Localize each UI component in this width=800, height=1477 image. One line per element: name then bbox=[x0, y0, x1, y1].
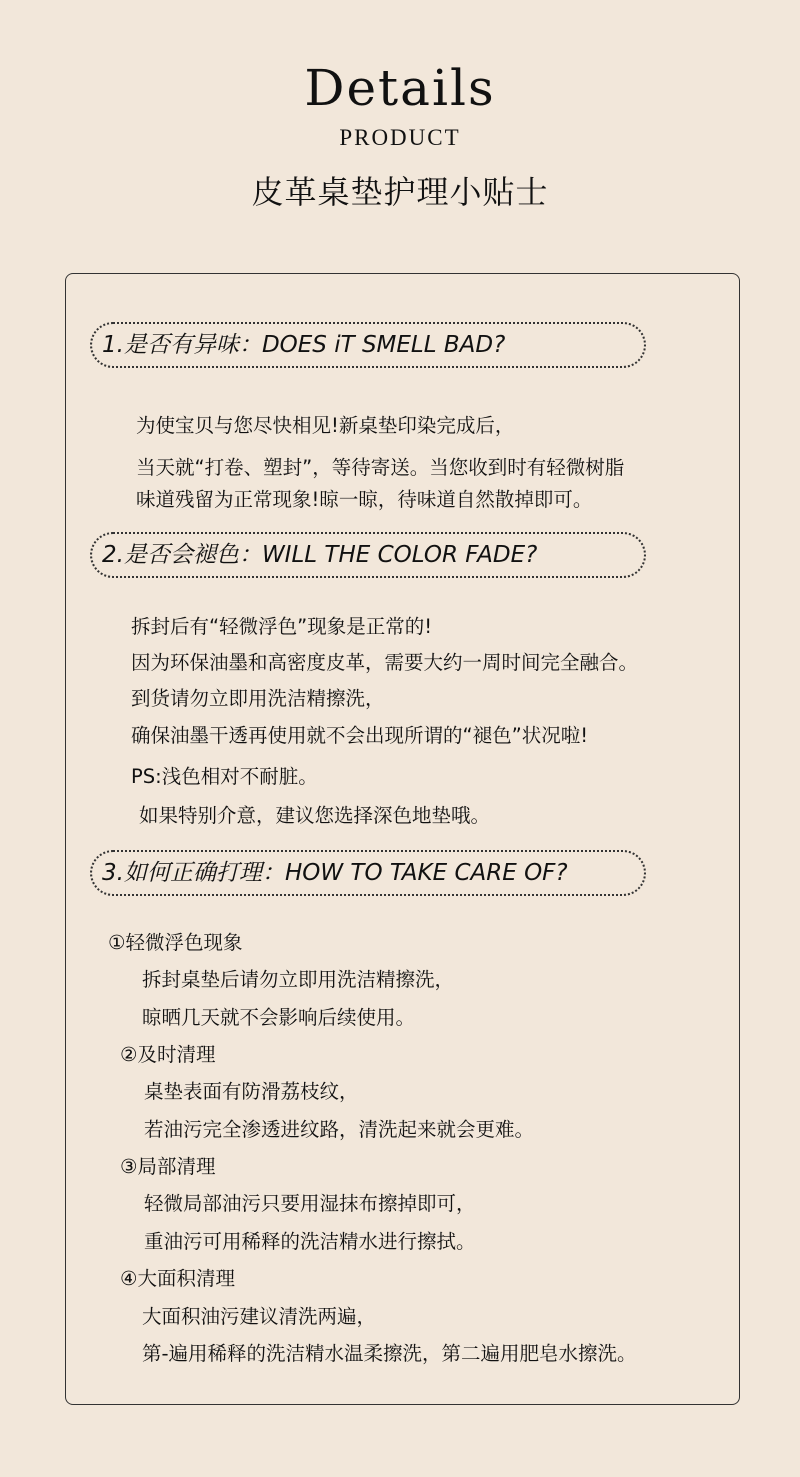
section-text-line: 因为环保油墨和高密度皮革，需要大约一周时间完全融合。 bbox=[131, 651, 639, 674]
page-chinese-title: 皮革桌垫护理小贴士 bbox=[251, 173, 549, 211]
section-text-line: 到货请勿立即用洗洁精擦洗， bbox=[131, 687, 385, 710]
section-text-line: PS:浅色相对不耐脏。 bbox=[131, 765, 318, 788]
section-heading-smell: 1.是否有异味：DOES iT SMELL BAD? bbox=[90, 322, 646, 368]
care-item-title: ①轻微浮色现象 bbox=[108, 931, 243, 954]
section-text-line: 拆封桌垫后请勿立即用洗洁精擦洗， bbox=[142, 968, 455, 991]
section-text-line: 为使宝贝与您尽快相见!新桌垫印染完成后， bbox=[136, 414, 515, 437]
section-text-line: 拆封后有“轻微浮色”现象是正常的! bbox=[131, 615, 433, 638]
section-text-line: 如果特别介意，建议您选择深色地垫哦。 bbox=[139, 804, 491, 827]
section-heading-care: 3.如何正确打理：HOW TO TAKE CARE OF? bbox=[90, 850, 646, 896]
page-title: Details bbox=[304, 59, 496, 117]
section-text-line: 确保油墨干透再使用就不会出现所谓的“褪色”状况啦! bbox=[131, 724, 589, 747]
section-text-line: 晾晒几天就不会影响后续使用。 bbox=[142, 1006, 416, 1029]
section-heading-color-fade: 2.是否会褪色：WILL THE COLOR FADE? bbox=[90, 532, 646, 578]
section-text-line: 当天就“打卷、塑封”，等待寄送。当您收到时有轻微树脂 bbox=[136, 456, 625, 479]
page-subtitle: PRODUCT bbox=[339, 125, 461, 150]
care-item-title: ②及时清理 bbox=[120, 1043, 216, 1066]
section-text-line: 味道残留为正常现象!晾一晾，待味道自然散掉即可。 bbox=[136, 488, 593, 511]
section-text-line: 大面积油污建议清洗两遍， bbox=[142, 1305, 377, 1328]
section-text-line: 轻微局部油污只要用湿抹布擦掉即可， bbox=[144, 1192, 476, 1215]
section-text-line: 若油污完全渗透进纹路，清洗起来就会更难。 bbox=[144, 1118, 535, 1141]
care-item-title: ③局部清理 bbox=[120, 1155, 216, 1178]
section-text-line: 第-遍用稀释的洗洁精水温柔擦洗，第二遍用肥皂水擦洗。 bbox=[142, 1342, 637, 1365]
section-text-line: 重油污可用稀释的洗洁精水进行擦拭。 bbox=[144, 1230, 476, 1253]
section-text-line: 桌垫表面有防滑荔枝纹， bbox=[144, 1080, 359, 1103]
care-item-title: ④大面积清理 bbox=[120, 1267, 235, 1290]
